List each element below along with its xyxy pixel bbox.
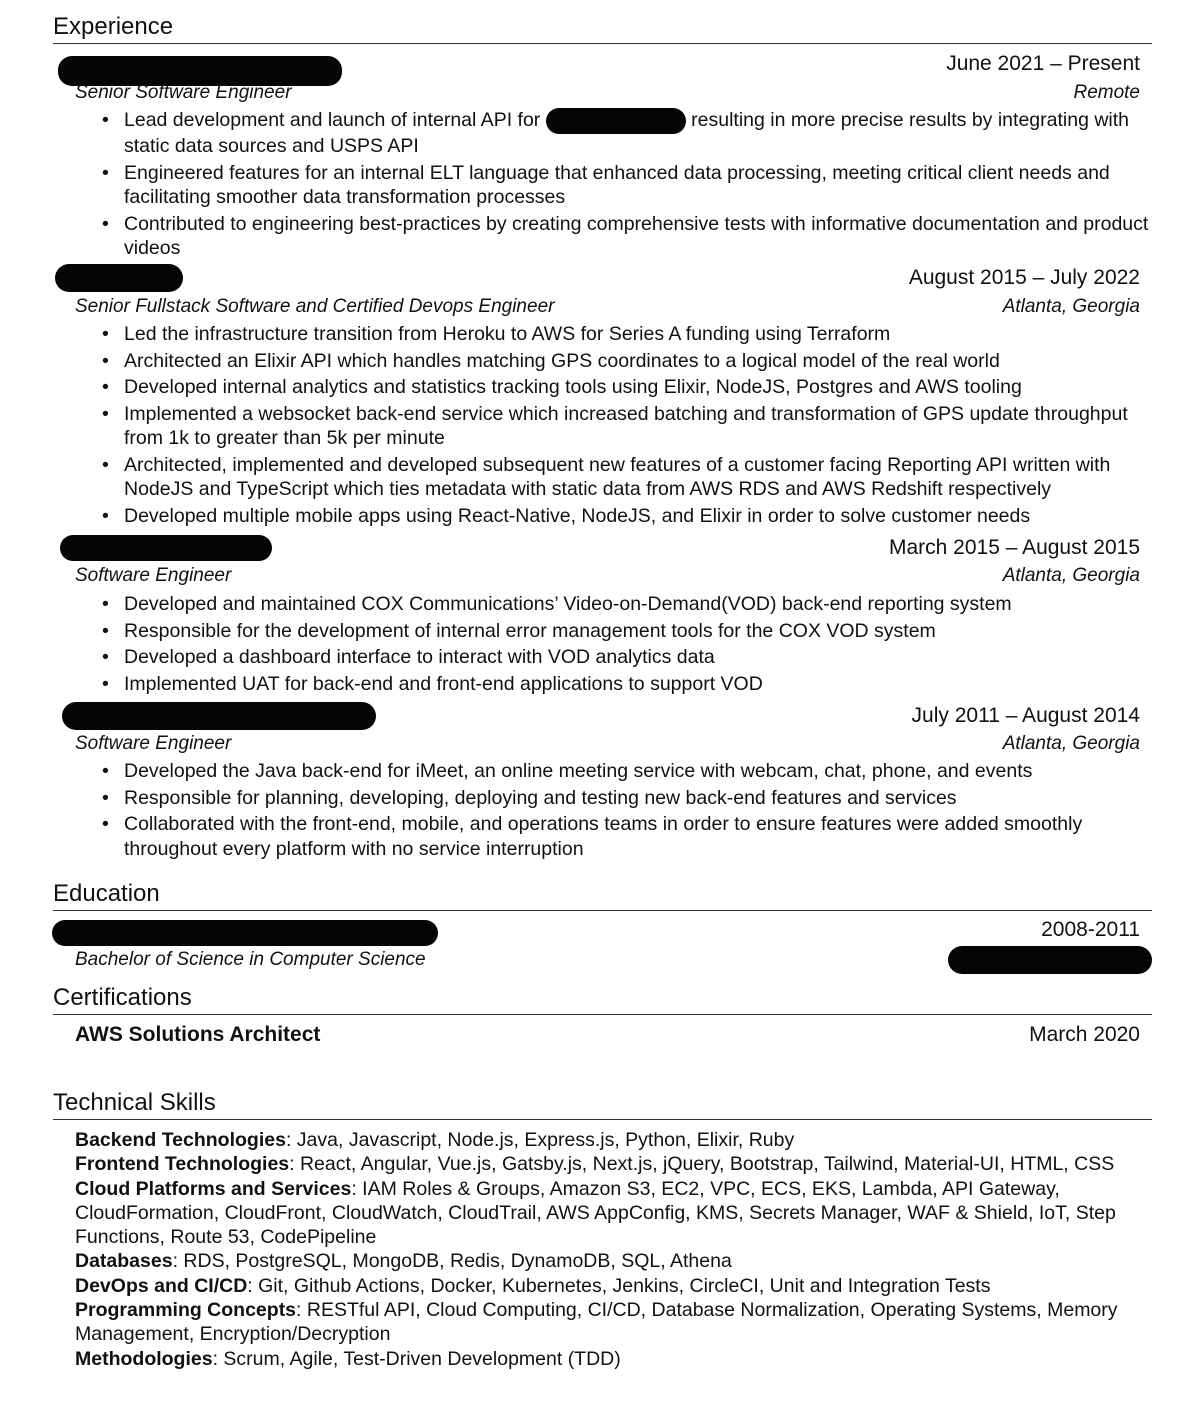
certification-date: March 2020 [1029,1023,1140,1046]
skill-label: Databases [75,1250,173,1273]
job-dates: July 2011 – August 2014 [911,704,1140,727]
bullet-item: • Responsible for planning, developing, deploying and testing new back-end features and services [100,786,1160,811]
redacted-employer [62,702,376,730]
bullet-item: • Led the infrastructure transition from Heroku to AWS for Series A funding using Terraform [100,322,1160,347]
job-location: Atlanta, Georgia [1002,733,1140,754]
certifications-heading: Certifications [53,984,192,1011]
skill-row [75,1298,1150,1347]
job-location: Remote [1073,82,1140,103]
certifications-rule [53,1014,1152,1015]
bullet-item: • Developed and maintained COX Communications’ Video-on-Demand(VOD) back-end reporting system [100,592,1160,617]
degree: Bachelor of Science in Computer Science [75,949,426,970]
redacted-location [948,946,1152,974]
skill-label: Programming Concepts [75,1299,297,1322]
skill-row [75,1347,1150,1371]
bullet-item: • Responsible for the development of internal error management tools for the COX VOD system [100,619,1160,644]
skill-label: Cloud Platforms and Services [75,1177,352,1200]
bullet-item: • Implemented a websocket back-end service which increased batching and transformation of GPS update throughput from 1k to greater than 5k per minute [100,402,1160,451]
bullet-item: • Developed multiple mobile apps using React-Native, NodeJS, and Elixir in order to solve customer needs [100,504,1160,529]
job-bullets [100,108,1160,263]
skill-value: : RDS, PostgreSQL, MongoDB, Redis, DynamoDB, SQL, Athena [172,1250,732,1273]
bullet-text: resulting in more precise results by integrating with [691,109,1130,132]
skill-row [75,1177,1150,1250]
skill-label: Backend Technologies [75,1129,286,1151]
bullet-item: • Architected, implemented and developed subsequent new features of a customer facing Reporting API written with NodeJS and TypeScript which ties metadata with static data from AWS RDS and AWS Redshift respectively [100,453,1160,502]
skill-row [75,1152,1150,1176]
job-bullets [100,322,1160,530]
skill-value: : Scrum, Agile, Test-Driven Development (TDD) [212,1347,621,1370]
skill-value: : Java, Javascript, Node.js, Express.js, Python, Elixir, Ruby [285,1129,795,1151]
redacted-employer [55,264,183,292]
skills-heading: Technical Skills [53,1089,216,1116]
job-dates: August 2015 – July 2022 [908,266,1140,289]
bullet-item: • Developed internal analytics and statistics tracking tools using Elixir, NodeJS, Postgres and AWS tooling [100,375,1160,400]
certification-name: AWS Solutions Architect [75,1023,321,1046]
skill-label: Frontend Technologies [75,1153,290,1176]
bullet-text: static data sources and USPS API [124,135,419,157]
skill-value: : React, Angular, Vue.js, Gatsby.js, Next.js, jQuery, Bootstrap, Tailwind, Material-UI, HTML, CSS [289,1153,1115,1176]
job-dates: June 2021 – Present [946,52,1140,75]
skill-value: : Git, Github Actions, Docker, Kubernetes, Jenkins, CircleCI, Unit and Integration Tests [247,1274,991,1297]
job-title: Senior Fullstack Software and Certified Devops Engineer [75,296,555,317]
education-rule [53,910,1152,911]
bullet-item: • Developed a dashboard interface to interact with VOD analytics data [100,645,1160,670]
job-dates: March 2015 – August 2015 [888,536,1140,559]
skill-row [75,1249,1150,1273]
job-location: Atlanta, Georgia [1002,296,1140,317]
skill-row [75,1128,1150,1152]
bullet-item: • Collaborated with the front-end, mobile, and operations teams in order to ensure features were added smoothly throughout every platform with no service interruption [100,812,1160,861]
job-title: Senior Software Engineer [75,82,292,103]
redacted-school [52,920,438,946]
bullet-text: Lead development and launch of internal API for [124,109,541,132]
bullet-item [100,108,1160,159]
redacted-company [546,108,686,134]
redacted-employer [60,535,272,561]
job-title: Software Engineer [75,565,232,586]
bullet-item: • Contributed to engineering best-practices by creating comprehensive tests with informative documentation and product videos [100,212,1160,261]
skills-rule [53,1119,1152,1120]
bullet-item: • Implemented UAT for back-end and front-end applications to support VOD [100,672,1160,697]
skill-value: : IAM Roles & Groups, Amazon S3, EC2, VPC, ECS, EKS, Lambda, API Gateway, CloudFormation, CloudFront, CloudWatch, CloudTrail, AWS AppConfig, KMS, Secrets Manager, WAF & Shield, IoT, Step Functions, Route 53, CodePipeline [75,1177,1116,1249]
bullet-item: • Engineered features for an internal ELT language that enhanced data processing, meeting critical client needs and facilitating smoother data transformation processes [100,161,1160,210]
education-heading: Education [53,880,160,907]
bullet-item: • Architected an Elixir API which handles matching GPS coordinates to a logical model of the real world [100,349,1160,374]
experience-rule [53,43,1152,44]
job-bullets [100,759,1160,863]
education-dates: 2008-2011 [1041,918,1140,941]
skill-label: DevOps and CI/CD [75,1274,248,1297]
skills-list [75,1128,1150,1371]
job-location: Atlanta, Georgia [1002,565,1140,586]
job-title: Software Engineer [75,733,232,754]
skill-row [75,1274,1150,1298]
experience-heading: Experience [53,13,174,40]
skill-value: : RESTful API, Cloud Computing, CI/CD, Database Normalization, Operating Systems, Memory Management, Encryption/Decryption [75,1299,1118,1346]
bullet-item: • Developed the Java back-end for iMeet, an online meeting service with webcam, chat, phone, and events [100,759,1160,784]
skill-label: Methodologies [75,1347,213,1370]
job-bullets [100,592,1160,698]
